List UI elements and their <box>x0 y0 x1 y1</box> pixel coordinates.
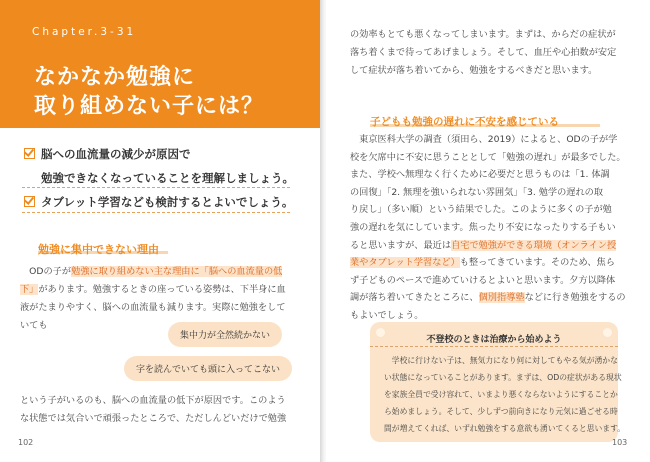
highlighted-text: 下」 <box>20 284 39 295</box>
body-text: もよいでしょう。 <box>350 310 424 321</box>
highlighted-text: 自宅で勉強ができる環境（オンライン授 <box>451 239 617 251</box>
checkbox-icon <box>24 196 35 207</box>
checklist-item: タブレット学習なども検討するとよいでしょう。 <box>24 194 293 210</box>
body-text: また、学校へ無理なく行くために必要だと思うものは「1. 体調 <box>350 169 610 181</box>
divider <box>22 187 290 188</box>
body-text: 校を欠席中に不安に思うこととして「勉強の遅れ」が最多でした。 <box>350 151 626 163</box>
body-line <box>350 184 603 198</box>
body-text: などに行き勉強をするの <box>524 292 626 304</box>
info-box-line: を家族全員で受け容れて、いまより悪くならないようにすることか <box>384 390 618 399</box>
body-line <box>20 299 286 313</box>
speech-bubble: 集中力が全然続かない <box>168 322 282 347</box>
info-box-title: 不登校のときは治療から始めよう <box>426 335 562 345</box>
speech-bubble: 字を読んでいても頭に入ってこない <box>124 356 292 381</box>
body-line <box>350 219 616 233</box>
body-line: して症状が落ち着いてから、勉強をするべきだと思います。 <box>350 65 598 76</box>
body-line <box>350 307 424 321</box>
body-text: り戻し」（多い順）という結果でした。このように多くの子が勉 <box>350 204 612 216</box>
body-text: 東京医科大学の調査（須田ら、2019）によると、ODの子が学 <box>350 134 618 145</box>
body-line <box>350 149 626 163</box>
section-heading: 勉強に集中できない理由 <box>38 243 159 256</box>
body-line: という子がいるのも、脳への血流量の低下が原因です。このよう <box>20 395 286 406</box>
body-text: も整ってきています。そのため、焦ら <box>459 257 615 269</box>
highlighted-text: 勉強に取り組めない主な理由に「脳への血流量の低 <box>71 266 283 277</box>
info-box-line: 学校に行けない子は、無気力になり何に対してもやる気が湧かな <box>384 356 618 365</box>
page-title-line2: 取り組めない子には？ <box>34 94 265 119</box>
body-line <box>20 263 282 277</box>
info-box-line: ら始めましょう。そして、少しずつ前向きになり元気に過ごせる時 <box>384 407 618 416</box>
body-text: 調が落ち着いてきたところに、 <box>350 292 479 304</box>
divider <box>22 212 290 213</box>
body-line <box>350 272 615 286</box>
info-box <box>370 322 626 442</box>
body-text: 強の遅れを気にしています。焦ったり不安になったりする子もい <box>350 222 616 233</box>
checklist-item: 脳への血流量の減少が原因で <box>24 146 191 162</box>
body-line: の効率もとても悪くなってしまいます。まずは、からだの症状が <box>350 29 616 40</box>
info-box-line: 間が増えてくれば、いずれ勉強をする意欲も湧いてくると思います。 <box>384 424 626 433</box>
checklist-item-continued: 勉強できなくなっていることを理解しましょう。 <box>41 171 294 185</box>
body-line <box>20 317 48 331</box>
bubble-tail <box>254 338 264 344</box>
body-line <box>350 254 615 268</box>
body-line <box>350 201 612 215</box>
body-text: ODの子が <box>20 266 72 277</box>
body-line <box>350 166 610 180</box>
body-line <box>350 237 616 251</box>
info-box-line: い状態になっていることがあります。まずは、ODの症状がある現状 <box>384 373 622 382</box>
body-line: な状態では気合いで頑張ったところで、ただしんどいだけで勉強 <box>20 413 287 424</box>
body-text: があります。勉強するときの座っている姿勢は、下半身に血 <box>38 284 286 295</box>
body-line <box>350 289 626 303</box>
left-page <box>0 0 322 462</box>
highlighted-text: 業やタブレット学習など） <box>350 257 460 269</box>
body-line <box>350 131 617 145</box>
body-line: 落ち着くまで待ってあげましょう。そして、血圧や心拍数が安定 <box>350 47 617 58</box>
body-text: の回復」「2. 無理を強いられない雰囲気」「3. 勉学の遅れの取 <box>350 186 604 198</box>
body-line <box>20 281 286 295</box>
body-text: ると思いますが、最近は <box>350 239 452 251</box>
info-box-divider <box>370 346 618 347</box>
checkbox-icon <box>24 148 35 159</box>
page-number: 102 <box>18 438 34 447</box>
bubble-tail <box>268 372 278 378</box>
section-heading: 子どもも勉強の遅れに不安を感じている <box>370 116 559 128</box>
body-text: いても <box>20 320 48 331</box>
chapter-header <box>0 0 322 128</box>
body-text: 液がたまりやすく、脳への血流量も減ります。実際に勉強をして <box>20 302 286 313</box>
highlighted-text: 個別指導塾 <box>478 292 525 304</box>
right-page <box>326 0 650 462</box>
page-title-line1: なかなか勉強に <box>34 65 196 90</box>
page-number: 103 <box>612 438 628 447</box>
body-text: ず子どものペースで進めていけるとよいと思います。夕方以降体 <box>350 274 616 286</box>
chapter-label: Chapter.3-31 <box>32 26 137 38</box>
